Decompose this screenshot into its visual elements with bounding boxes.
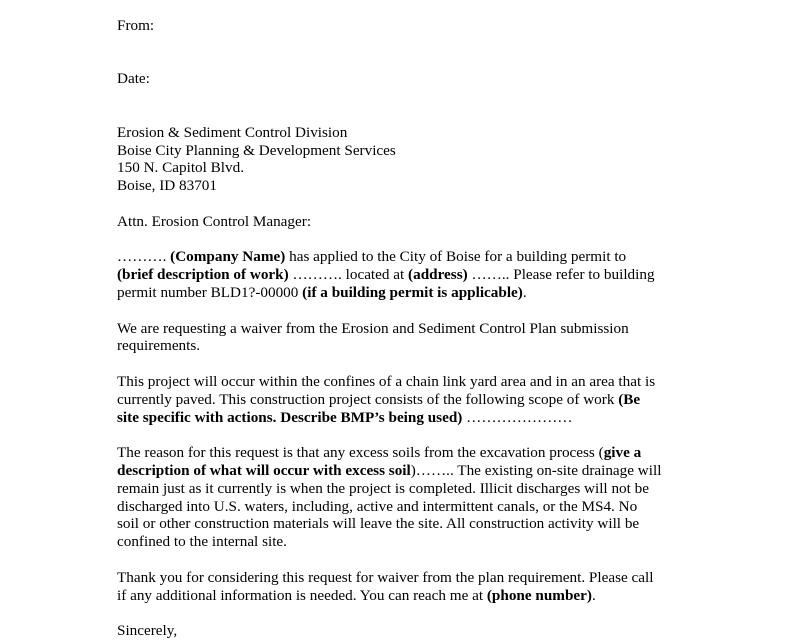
phone-number-placeholder: (phone number) [486,586,592,604]
text-span: currently paved. This construction project consists of the following scope of work [117,390,619,408]
date-label: Date: [117,70,150,88]
text-span: has applied to the City of Boise for a building permit to [285,248,627,266]
text-span: ………. located at [288,266,409,284]
text-line: This project will occur within the confines of a chain link yard area and in an area that is [117,372,656,390]
text-span: . [522,283,527,301]
permit-note-placeholder: (if a building permit is applicable) [302,283,523,301]
scope-placeholder-end: site specific with actions. Describe BMP’s being used) [117,408,463,426]
attention-line: Attn. Erosion Control Manager: [117,212,312,230]
address-line-4: Boise, ID 83701 [117,177,217,195]
text-span: . [591,586,596,604]
paragraph-reason [117,444,737,551]
text-span: ………. [117,248,171,266]
text-span: The reason for this request is that any excess soils from the excavation process ( [117,444,604,462]
paragraph-waiver-request [117,320,737,356]
text-span: )…….. The existing on-site drainage will [410,461,662,479]
text-span: ………………… [462,408,573,426]
text-line: requirements. [117,337,201,355]
text-line: We are requesting a waiver from the Erosion and Sediment Control Plan submission [117,319,629,337]
text-line: confined to the internal site. [117,533,287,551]
text-line: discharged into U.S. waters, including, active and intermittent canals, or the MS4. No [117,497,638,515]
work-description-placeholder: (brief description of work) [117,266,289,284]
soil-placeholder-end: description of what will occur with excess soil [117,461,411,479]
paragraph-thank-you [117,569,737,605]
recipient-address [117,124,737,195]
text-span: …….. Please refer to building [467,266,655,284]
paragraph-project-scope [117,373,737,426]
closing: Sincerely, [117,622,178,640]
text-span: if any additional information is needed. You can reach me at [117,586,487,604]
soil-placeholder-start: give a [603,444,642,462]
address-line-1: Erosion & Sediment Control Division [117,123,348,141]
from-label: From: [117,17,155,34]
text-line: Thank you for considering this request for waiver from the plan requirement. Please call [117,568,654,586]
scope-placeholder-start: (Be [618,390,641,408]
address-line-3: 150 N. Capitol Blvd. [117,159,244,177]
text-line: remain just as it currently is when the project is completed. Illicit discharges will not be [117,479,649,497]
text-span: permit number BLD1?-00000 [117,283,303,301]
paragraph-permit [117,248,737,301]
text-line: soil or other construction materials will leave the site. All construction activity will be [117,515,640,533]
company-name-placeholder: (Company Name) [170,248,286,266]
address-line-2: Boise City Planning & Development Services [117,141,396,159]
letter-page [117,17,737,640]
address-placeholder: (address) [408,266,468,284]
